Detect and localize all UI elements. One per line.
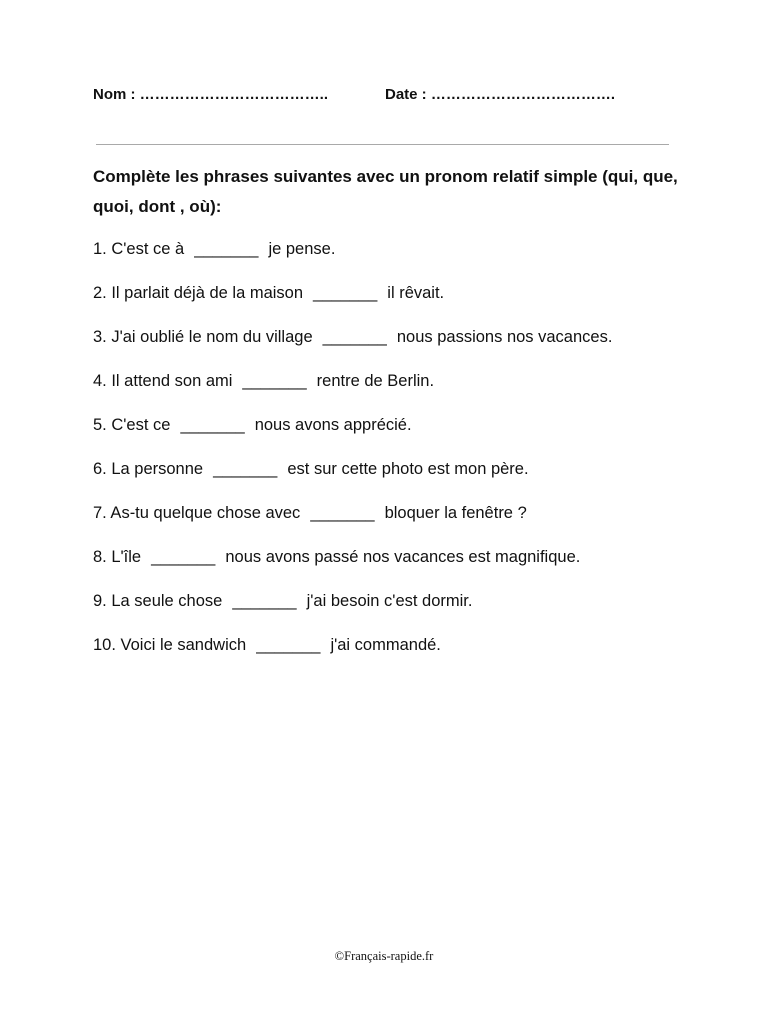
answer-blank: _______	[310, 504, 375, 522]
exercise-text-before: 8. L'île	[93, 548, 142, 566]
header-divider	[96, 144, 669, 145]
exercise-text-after: est sur cette photo est mon père.	[287, 460, 529, 478]
exercise-item	[93, 634, 733, 678]
exercise-text-before: 1. C'est ce à	[93, 240, 185, 258]
exercise-item	[93, 546, 733, 590]
exercise-item	[93, 370, 733, 414]
exercise-text-after: j'ai commandé.	[330, 636, 441, 654]
answer-blank: _______	[313, 284, 378, 302]
exercise-text-after: bloquer la fenêtre ?	[384, 504, 527, 522]
exercise-text-after: nous avons passé nos vacances est magnifique.	[225, 548, 581, 566]
exercise-item	[93, 282, 733, 326]
exercise-item	[93, 238, 733, 282]
exercise-text-after: nous avons apprécié.	[254, 416, 412, 434]
exercise-text-after: il rêvait.	[387, 284, 445, 302]
exercise-text-before: 5. C'est ce	[93, 416, 171, 434]
exercise-instructions: Complète les phrases suivantes avec un pronom relatif simple (qui, que, quoi, dont , où):	[93, 167, 678, 216]
exercise-text-before: 6. La personne	[93, 460, 204, 478]
exercise-item	[93, 458, 733, 502]
exercise-list	[93, 238, 733, 678]
answer-blank: _______	[194, 240, 259, 258]
name-field-label: Nom : ………………………………..	[93, 86, 328, 103]
answer-blank: _______	[242, 372, 307, 390]
answer-blank: _______	[213, 460, 278, 478]
exercise-item	[93, 326, 733, 370]
copyright-footer: ©Français-rapide.fr	[334, 949, 434, 963]
answer-blank: _______	[151, 548, 216, 566]
answer-blank: _______	[180, 416, 245, 434]
exercise-item	[93, 590, 733, 634]
exercise-text-before: 3. J'ai oublié le nom du village	[93, 328, 313, 346]
exercise-text-after: je pense.	[268, 240, 336, 258]
answer-blank: _______	[232, 592, 297, 610]
exercise-text-after: nous passions nos vacances.	[396, 328, 613, 346]
date-field-label: Date : ……………………………….	[385, 86, 616, 103]
exercise-text-before: 7. As-tu quelque chose avec	[93, 504, 301, 522]
exercise-text-after: j'ai besoin c'est dormir.	[306, 592, 473, 610]
exercise-item	[93, 414, 733, 458]
answer-blank: _______	[322, 328, 387, 346]
exercise-text-before: 2. Il parlait déjà de la maison	[93, 284, 304, 302]
answer-blank: _______	[256, 636, 321, 654]
exercise-text-before: 10. Voici le sandwich	[93, 636, 247, 654]
exercise-item	[93, 502, 733, 546]
exercise-text-before: 4. Il attend son ami	[93, 372, 233, 390]
exercise-text-after: rentre de Berlin.	[316, 372, 435, 390]
exercise-text-before: 9. La seule chose	[93, 592, 223, 610]
